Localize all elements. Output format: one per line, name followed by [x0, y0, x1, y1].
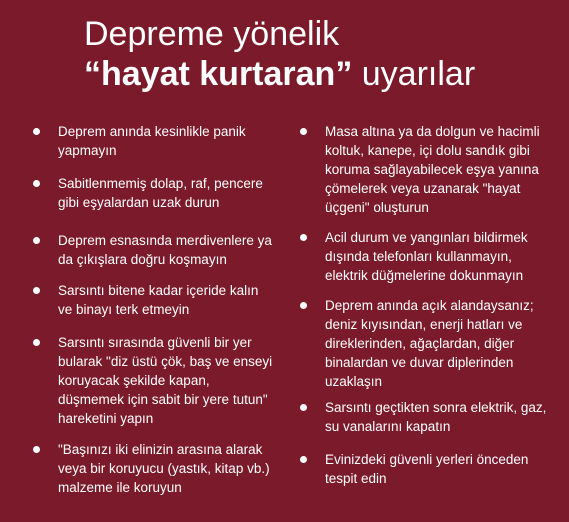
bullet-icon [33, 128, 40, 135]
bullet-icon [33, 446, 40, 453]
list-item-text: Sarsıntı bitene kadar içeride kalın ve binayı terk etmeyin [58, 283, 259, 317]
list-item [300, 122, 550, 228]
title-rest: uyarılar [352, 55, 476, 93]
bullet-icon [300, 404, 307, 411]
list-item [33, 281, 273, 333]
bullet-icon [33, 237, 40, 244]
list-item-text: Masa altına ya da dolgun ve hacimli koltuk, kanepe, içi dolu sandık gibi koruma sağlayabilecek eşya yanına çömelerek veya uzanarak "hayat üçgeni" oluşturun [325, 124, 540, 215]
list-item-text: "Başınızı iki elinizin arasına alarak veya bir koruyucu (yastık, kitap vb.) malzeme ile koruyun [58, 442, 270, 495]
bullet-icon [33, 180, 40, 187]
bullet-icon [300, 456, 307, 463]
left-column [33, 122, 273, 497]
title-line-1: Depreme yönelik [84, 15, 340, 53]
bullet-icon [33, 339, 40, 346]
list-item [300, 228, 550, 296]
list-item-text: Sarsıntı sırasında güvenli bir yer bularak "diz üstü çök, baş ve enseyi koruyacak şekilde kapan, düşmemek için sabit bir yere tutun" hareketini yapın [58, 335, 273, 426]
title-line-2 [84, 54, 554, 94]
bullet-icon [33, 287, 40, 294]
bullet-icon [300, 234, 307, 241]
right-column [300, 122, 550, 488]
page-title [84, 14, 554, 94]
list-item-text: Evinizdeki güvenli yerleri önceden tespit edin [325, 452, 529, 486]
list-item [33, 122, 273, 174]
list-item [300, 450, 550, 488]
list-item-text: Acil durum ve yangınları bildirmek dışında telefonları kullanmayın, elektrik düğmelerine dokunmayın [325, 230, 528, 283]
list-item [33, 174, 273, 231]
list-item-text: Sabitlenmemiş dolap, raf, pencere gibi eşyalardan uzak durun [58, 176, 263, 210]
bullet-icon [300, 128, 307, 135]
list-item-text: Sarsıntı geçtikten sonra elektrik, gaz, su vanalarını kapatın [325, 400, 547, 434]
bullet-icon [300, 302, 307, 309]
list-item-text: Deprem anında açık alandaysanız; deniz kıyısından, enerji hatları ve direklerinden, ağaçlardan, diğer binalardan ve duvar diplerinden uzaklaşın [325, 298, 534, 389]
list-item-text: Deprem esnasında merdivenlere ya da çıkışlara doğru koşmayın [58, 233, 272, 267]
list-item-text: Deprem anında kesinlikle panik yapmayın [58, 124, 246, 158]
list-item [33, 333, 273, 440]
list-item [300, 296, 550, 398]
list-item [300, 398, 550, 450]
title-emphasis: “hayat kurtaran” [84, 55, 353, 93]
list-item [33, 231, 273, 281]
list-item [33, 440, 273, 497]
